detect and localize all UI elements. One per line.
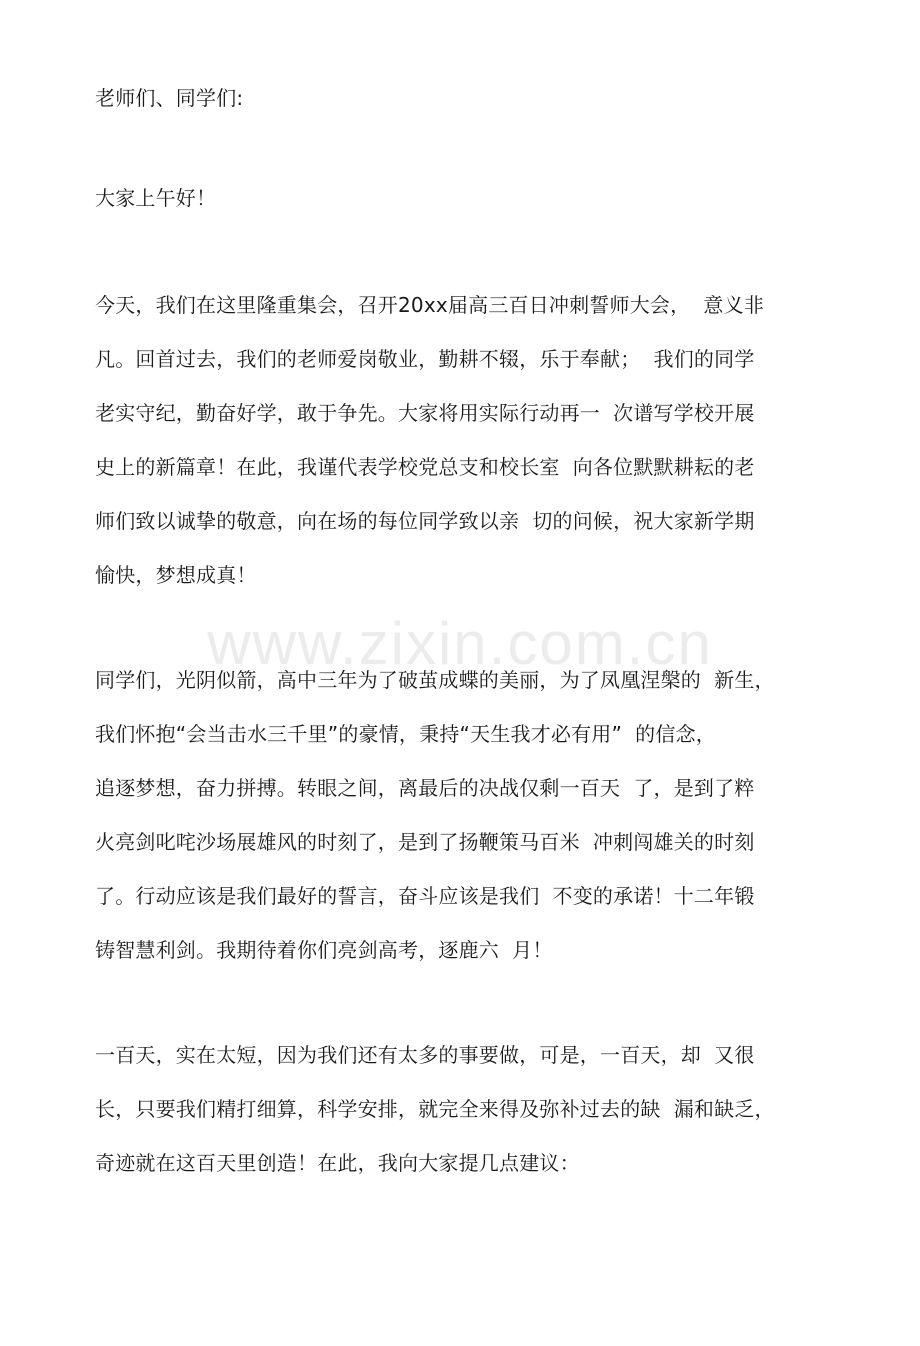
paragraph-line: 师们致以诚挚的敬意，向在场的每位同学致以亲 切的问候，祝大家新学期 xyxy=(95,509,755,533)
paragraph-line: 凡。回首过去，我们的老师爱岗敬业，勤耕不辍，乐于奉献； 我们的同学 xyxy=(95,347,755,371)
paragraph-line: 长，只要我们精打细算，科学安排，就完全来得及弥补过去的缺 漏和缺乏， xyxy=(95,1097,775,1121)
paragraph-line: 愉快，梦想成真！ xyxy=(95,563,257,587)
paragraph-line: 了。行动应该是我们最好的誓言，奋斗应该是我们 不变的承诺！十二年锻 xyxy=(95,884,755,908)
paragraph-line: 今天，我们在这里隆重集会，召开20xx届高三百日冲刺誓师大会， 意义非 xyxy=(95,293,765,317)
paragraph-line: 奇迹就在这百天里创造！在此，我向大家提几点建议： xyxy=(95,1151,580,1175)
paragraph-line: 我们怀抱“会当击水三千里”的豪情，秉持“天生我才必有用” 的信念， xyxy=(95,722,716,746)
greeting: 大家上午好！ xyxy=(95,186,217,210)
watermark: www.zixin.com.cn xyxy=(207,610,713,677)
paragraph-line: 老实守纪，勤奋好学，敢于争先。大家将用实际行动再一 次谱写学校开展 xyxy=(95,401,755,425)
salutation: 老师们、同学们: xyxy=(95,86,244,110)
paragraph-line: 一百天，实在太短，因为我们还有太多的事要做，可是，一百天，却 又很 xyxy=(95,1043,755,1067)
paragraph-line: 铸智慧利剑。我期待着你们亮剑高考，逐鹿六 月！ xyxy=(95,938,553,962)
paragraph-line: 火亮剑叱咤沙场展雄风的时刻了，是到了扬鞭策马百米 冲刺闯雄关的时刻 xyxy=(95,830,755,854)
paragraph-line: 史上的新篇章！在此，我谨代表学校党总支和校长室 向各位默默耕耘的老 xyxy=(95,455,755,479)
paragraph-line: 同学们，光阴似箭，高中三年为了破茧成蝶的美丽，为了凤凰涅槃的 新生， xyxy=(95,668,775,692)
paragraph-line: 追逐梦想，奋力拼搏。转眼之间，离最后的决战仅剩一百天 了，是到了粹 xyxy=(95,776,755,800)
